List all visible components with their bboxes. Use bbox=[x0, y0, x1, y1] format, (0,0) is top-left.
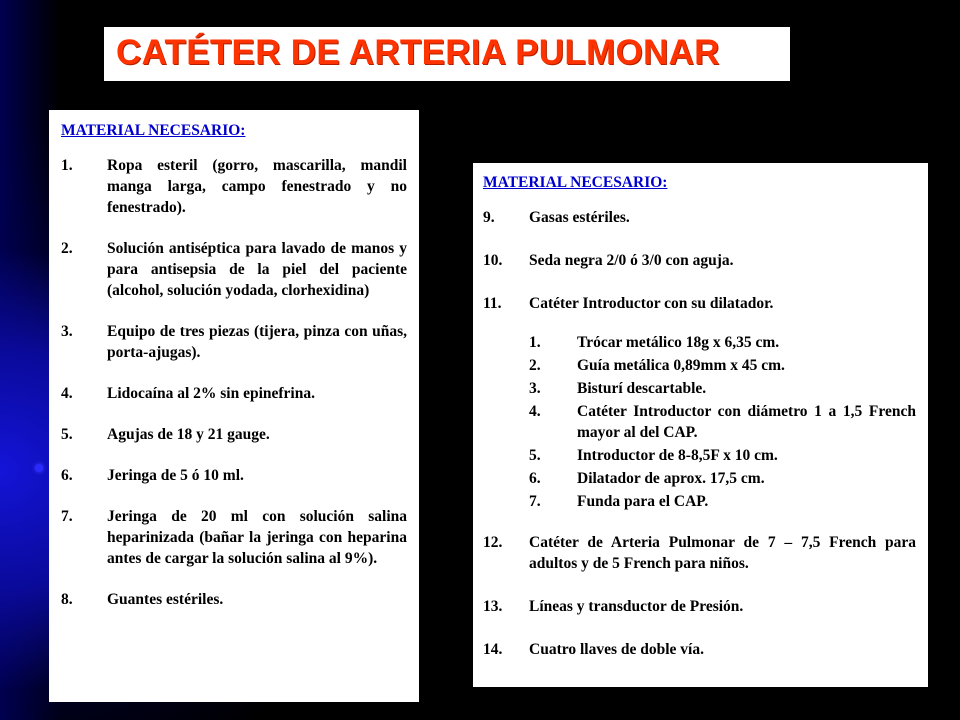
sublist-item bbox=[529, 332, 916, 353]
list-item bbox=[483, 250, 916, 271]
subitem-number: 5. bbox=[529, 447, 541, 464]
list-item bbox=[61, 238, 407, 301]
sublist-item bbox=[529, 491, 916, 512]
item-text: Catéter de Arteria Pulmonar de 7 – 7,5 French para adultos y de 5 French para niños. bbox=[529, 534, 916, 572]
subitem-number: 1. bbox=[529, 334, 541, 351]
item-number: 6. bbox=[61, 467, 73, 484]
bullet-dot-icon bbox=[35, 464, 43, 472]
list-item bbox=[483, 532, 916, 574]
item-text: Líneas y transductor de Presión. bbox=[529, 598, 744, 615]
sublist-item bbox=[529, 378, 916, 399]
subitem-number: 2. bbox=[529, 357, 541, 374]
subitem-text: Guía metálica 0,89mm x 45 cm. bbox=[577, 357, 785, 374]
item-text: Guantes estériles. bbox=[107, 591, 224, 608]
item-number: 3. bbox=[61, 323, 73, 340]
item-number: 12. bbox=[483, 534, 503, 551]
slide-title: CATÉTER DE ARTERIA PULMONAR bbox=[116, 33, 720, 72]
subitem-text: Introductor de 8-8,5F x 10 cm. bbox=[577, 447, 778, 464]
list-item bbox=[483, 639, 916, 660]
item-text: Catéter Introductor con su dilatador. bbox=[529, 295, 774, 312]
item-number: 10. bbox=[483, 252, 503, 269]
sublist-item bbox=[529, 355, 916, 376]
item-text: Jeringa de 5 ó 10 ml. bbox=[107, 467, 244, 484]
subitem-number: 7. bbox=[529, 493, 541, 510]
item-text: Agujas de 18 y 21 gauge. bbox=[107, 426, 270, 443]
left-panel bbox=[49, 110, 419, 702]
item-text: Ropa esteril (gorro, mascarilla, mandil manga larga, campo fenestrado y no fenestrado). bbox=[107, 157, 407, 216]
subitem-number: 6. bbox=[529, 470, 541, 487]
list-item bbox=[61, 424, 407, 445]
item-text: Gasas estériles. bbox=[529, 209, 630, 226]
right-panel-heading: MATERIAL NECESARIO: bbox=[483, 174, 668, 191]
item-number: 2. bbox=[61, 240, 73, 257]
left-panel-heading: MATERIAL NECESARIO: bbox=[61, 122, 246, 139]
subitem-text: Bisturí descartable. bbox=[577, 380, 707, 397]
subitem-text: Funda para el CAP. bbox=[577, 493, 709, 510]
item-text: Lidocaína al 2% sin epinefrina. bbox=[107, 385, 315, 402]
subitem-text: Trócar metálico 18g x 6,35 cm. bbox=[577, 334, 780, 351]
list-item bbox=[61, 589, 407, 610]
sublist-item bbox=[529, 468, 916, 489]
item-text: Equipo de tres piezas (tijera, pinza con uñas, porta-ajugas). bbox=[107, 323, 407, 361]
item-number: 7. bbox=[61, 508, 73, 525]
item-number: 8. bbox=[61, 591, 73, 608]
item-number: 1. bbox=[61, 157, 73, 174]
item-text: Jeringa de 20 ml con solución salina heparinizada (bañar la jeringa con heparina antes de cargar la solución salina al 9%). bbox=[107, 508, 407, 567]
sublist-item bbox=[529, 401, 916, 443]
list-item bbox=[483, 596, 916, 617]
title-box bbox=[104, 27, 790, 81]
sublist-item bbox=[529, 445, 916, 466]
item-number: 4. bbox=[61, 385, 73, 402]
list-item bbox=[61, 465, 407, 486]
item-text: Cuatro llaves de doble vía. bbox=[529, 641, 704, 658]
list-item bbox=[483, 207, 916, 228]
list-item bbox=[61, 383, 407, 404]
list-item bbox=[61, 321, 407, 363]
item-number: 9. bbox=[483, 209, 495, 226]
subitem-text: Catéter Introductor con diámetro 1 a 1,5 French mayor al del CAP. bbox=[577, 403, 916, 441]
subitem-number: 4. bbox=[529, 403, 541, 420]
right-panel bbox=[473, 163, 928, 687]
item-text: Solución antiséptica para lavado de manos y para antisepsia de la piel del paciente (alcohol, solución yodada, clorhexidina) bbox=[107, 240, 407, 299]
item-text: Seda negra 2/0 ó 3/0 con aguja. bbox=[529, 252, 734, 269]
list-item bbox=[61, 155, 407, 218]
sublist bbox=[529, 332, 916, 512]
item-number: 5. bbox=[61, 426, 73, 443]
item-number: 14. bbox=[483, 641, 503, 658]
item-number: 13. bbox=[483, 598, 503, 615]
subitem-text: Dilatador de aprox. 17,5 cm. bbox=[577, 470, 765, 487]
list-item bbox=[61, 506, 407, 569]
item-number: 11. bbox=[483, 295, 502, 312]
list-item bbox=[483, 293, 916, 314]
subitem-number: 3. bbox=[529, 380, 541, 397]
